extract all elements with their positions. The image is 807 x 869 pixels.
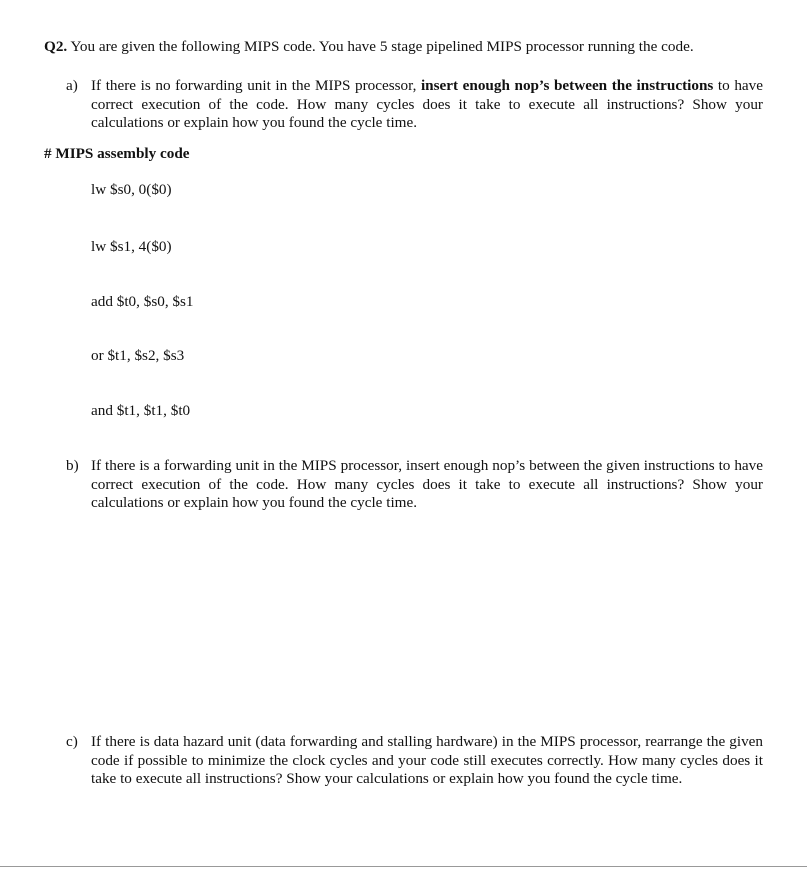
- part-c-text: If there is data hazard unit (data forwarding and stalling hardware) in the MIPS processor, rearrange the given code if possible to minimize the clock cycles and your code still executes correctly. How many cycles does it take to execute all instructions? Show your calculations or explain how you found the cycle time.: [91, 733, 763, 787]
- code-title: # MIPS assembly code: [44, 145, 190, 162]
- part-a-text: [91, 77, 763, 133]
- code-line: add $t0, $s0, $s1: [91, 293, 194, 310]
- code-line: lw $s0, 0($0): [91, 181, 172, 198]
- part-a-label: a): [66, 77, 78, 94]
- page-bottom-rule: [0, 866, 807, 867]
- question-number: Q2.: [44, 38, 68, 55]
- part-a-text-after: to have correct execution of the code. How many cycles does it take to execute all instructions? Show your calculations or explain how you found the cycle time.: [91, 77, 763, 131]
- code-line: lw $s1, 4($0): [91, 238, 172, 255]
- code-line: and $t1, $t1, $t0: [91, 402, 191, 419]
- code-line: or $t1, $s2, $s3: [91, 347, 185, 364]
- part-a-text-before: If there is no forwarding unit in the MIPS processor,: [91, 77, 421, 94]
- part-b-text: If there is a forwarding unit in the MIPS processor, insert enough nop’s between the given instructions to have correct execution of the code. How many cycles does it take to execute all instructions? Show your calculations or explain how you found the cycle time.: [91, 457, 763, 511]
- part-c-label: c): [66, 733, 78, 750]
- part-a: [66, 77, 766, 137]
- part-c: [66, 733, 766, 813]
- question-intro: You are given the following MIPS code. You have 5 stage pipelined MIPS processor running the code.: [70, 38, 694, 55]
- part-b: [66, 457, 766, 517]
- part-b-label: b): [66, 457, 79, 474]
- part-a-text-bold: insert enough nop’s between the instructions: [420, 77, 714, 94]
- question-heading: [44, 38, 784, 56]
